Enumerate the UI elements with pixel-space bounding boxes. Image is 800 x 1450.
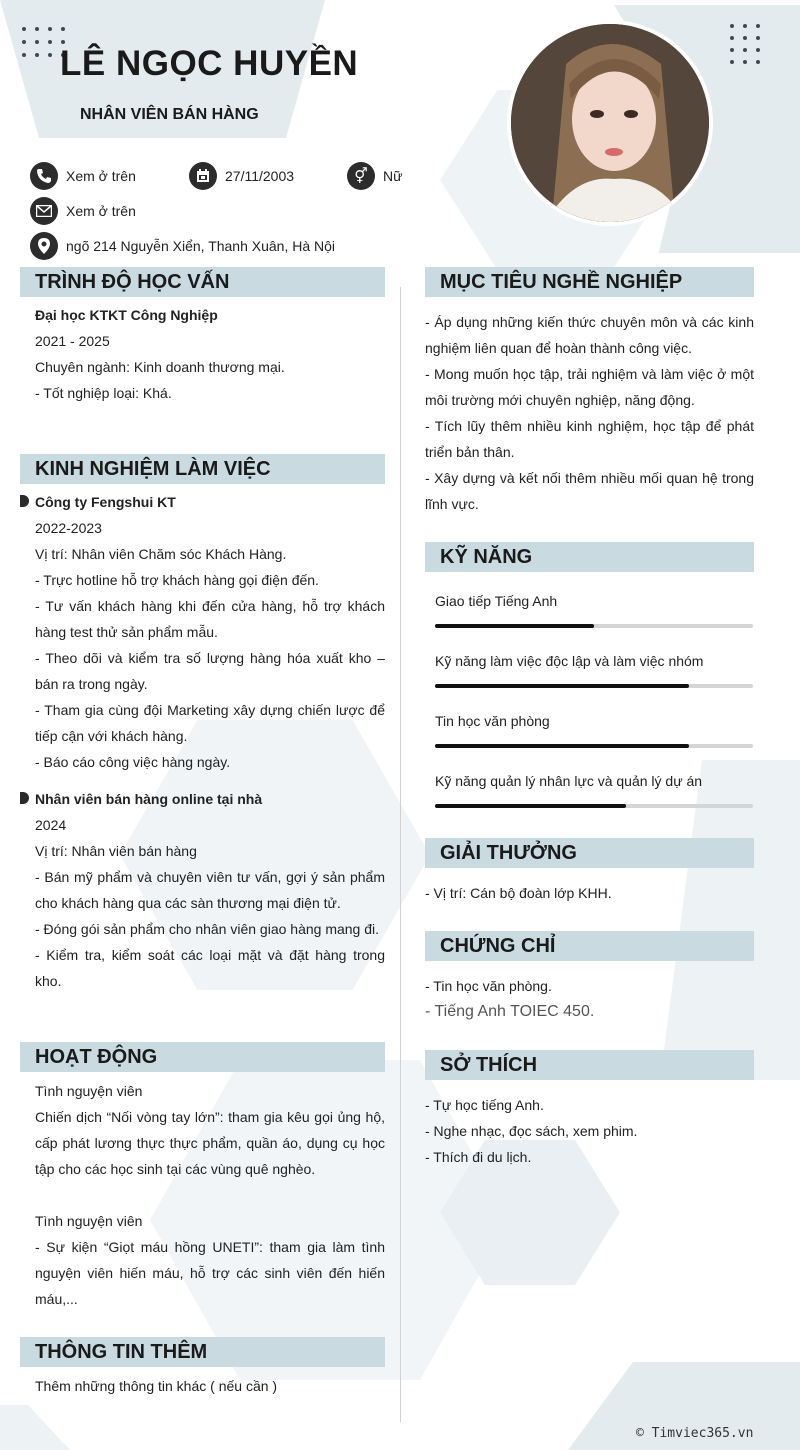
contact-birthday [189, 162, 294, 190]
skill-name: Giao tiếp Tiếng Anh [435, 593, 558, 609]
section-objective-title: MỤC TIÊU NGHỀ NGHIỆP [425, 267, 754, 297]
skill-bar-fill [435, 804, 626, 808]
dots-decoration-left [22, 27, 65, 57]
hobby-item: - Nghe nhạc, đọc sách, xem phim. [425, 1123, 638, 1139]
location-pin-icon [30, 232, 58, 260]
section-activities-title: HOẠT ĐỘNG [20, 1042, 385, 1072]
gender-icon: ⚥ [347, 162, 375, 190]
profile-photo [507, 20, 713, 226]
section-hobbies-title: SỞ THÍCH [425, 1050, 754, 1080]
side-shape-right [660, 760, 800, 1080]
education-grade: - Tốt nghiệp loại: Khá. [35, 385, 172, 401]
section-experience-title: KINH NGHIỆM LÀM VIỆC [20, 454, 385, 484]
job-period: 2022-2023 [35, 520, 102, 536]
candidate-name: LÊ NGỌC HUYỀN [60, 44, 359, 83]
certificate-item: - Tin học văn phòng. [425, 978, 552, 994]
skill-bar-fill [435, 744, 689, 748]
job-duty: - Trực hotline hỗ trợ khách hàng gọi điện đến. [35, 572, 319, 588]
hobbies-block [425, 1092, 754, 1170]
education-school: Đại học KTKT Công Nghiệp [35, 307, 218, 323]
contact-address [30, 232, 335, 260]
address-value: ngõ 214 Nguyễn Xiển, Thanh Xuân, Hà Nội [66, 238, 336, 254]
job-position: Vị trí: Nhân viên Chăm sóc Khách Hàng. [35, 546, 287, 562]
section-certificates-title: CHỨNG CHỈ [425, 931, 754, 961]
certificates-block [425, 973, 754, 1025]
job-company: Nhân viên bán hàng online tại nhà [35, 791, 263, 807]
objective-item: - Áp dụng những kiến thức chuyên môn và các kinh nghiệm liên quan để hoàn thành công việc. [425, 314, 754, 356]
bullet-marker [20, 495, 29, 507]
phone-icon [30, 162, 58, 190]
job-company: Công ty Fengshui KT [35, 494, 176, 510]
education-major: Chuyên ngành: Kinh doanh thương mại. [35, 359, 285, 375]
column-divider [400, 287, 401, 1422]
footer-shape-left [0, 1405, 70, 1450]
skill-bar-fill [435, 684, 689, 688]
skill-bar [435, 684, 753, 688]
objective-item: - Mong muốn học tập, trải nghiệm và làm việc ở một môi trường mới chuyên nghiệp, năng động. [425, 366, 754, 408]
email-value: Xem ở trên [66, 203, 136, 219]
skill-bar [435, 744, 753, 748]
activity-role: Tình nguyện viên [35, 1083, 143, 1099]
activity-role: Tình nguyện viên [35, 1213, 143, 1229]
job-position: Vị trí: Nhân viên bán hàng [35, 843, 197, 859]
job-duty: - Kiểm tra, kiểm soát các loại mặt và đặt hàng trong kho. [35, 947, 385, 989]
activity-desc: - Sự kiện “Giọt máu hồng UNETI”: tham gia làm tình nguyện viên hiến máu, hỗ trợ các sinh viên đến hiến máu,... [35, 1239, 385, 1307]
skill-bar [435, 624, 753, 628]
calendar-icon [189, 162, 217, 190]
education-period: 2021 - 2025 [35, 333, 110, 349]
experience-job-2 [35, 786, 385, 994]
job-title: NHÂN VIÊN BÁN HÀNG [80, 106, 259, 123]
section-awards-title: GIẢI THƯỞNG [425, 838, 754, 868]
job-period: 2024 [35, 817, 67, 833]
experience-job-1 [35, 489, 385, 775]
activities-block [35, 1078, 385, 1312]
skill-bar-fill [435, 624, 594, 628]
hobby-item: - Thích đi du lịch. [425, 1149, 532, 1165]
section-extra-title: THÔNG TIN THÊM [20, 1337, 385, 1367]
skill-name: Kỹ năng làm việc độc lập và làm việc nhóm [435, 653, 704, 669]
footer-brand: © Timviec365.vn [636, 1426, 754, 1441]
award-item: - Vị trí: Cán bộ đoàn lớp KHH. [425, 885, 612, 901]
skill-name: Tin học văn phòng [435, 713, 550, 729]
phone-value: Xem ở trên [66, 168, 136, 184]
section-education-title: TRÌNH ĐỘ HỌC VẤN [20, 267, 385, 297]
activity-desc: Chiến dịch “Nối vòng tay lớn”: tham gia kêu gọi ủng hộ, cấp phát lương thực thực phẩm, quần áo, dụng cụ học tập cho các học sinh tại các vùng quê nghèo. [35, 1109, 385, 1177]
job-duty: - Bán mỹ phẩm và chuyên viên tư vấn, gợi ý sản phẩm cho khách hàng qua các sàn thương mại điện tử. [35, 869, 385, 911]
contact-email [30, 197, 136, 225]
objective-item: - Xây dựng và kết nối thêm nhiều mối quan hệ trong lĩnh vực. [425, 470, 754, 512]
job-duty: - Theo dõi và kiểm tra số lượng hàng hóa xuất kho – bán ra trong ngày. [35, 650, 385, 692]
job-duty: - Đóng gói sản phẩm cho nhân viên giao hàng mang đi. [35, 921, 380, 937]
hobby-item: - Tự học tiếng Anh. [425, 1097, 544, 1113]
job-duty: - Tư vấn khách hàng khi đến cửa hàng, hỗ trợ khách hàng test thử sản phẩm mẫu. [35, 598, 385, 640]
objective-item: - Tích lũy thêm nhiều kinh nghiệm, học tập để phát triển bản thân. [425, 418, 754, 460]
extra-text: Thêm những thông tin khác ( nếu cần ) [35, 1378, 278, 1394]
skill-bar [435, 804, 753, 808]
section-skills-title: KỸ NĂNG [425, 542, 754, 572]
birthday-value: 27/11/2003 [225, 168, 295, 184]
job-duty: - Tham gia cùng đội Marketing xây dựng chiến lược để tiếp cận với khách hàng. [35, 702, 385, 744]
job-duty: - Báo cáo công việc hàng ngày. [35, 754, 231, 770]
education-block [35, 302, 385, 406]
contact-phone [30, 162, 136, 190]
bullet-marker [20, 792, 29, 804]
objective-block [425, 309, 754, 517]
contact-gender [347, 162, 402, 190]
skill-name: Kỹ năng quản lý nhân lực và quản lý dự án [435, 773, 703, 789]
email-icon [30, 197, 58, 225]
certificate-item: - Tiếng Anh TOIEC 450. [425, 1003, 595, 1020]
gender-value: Nữ [383, 168, 403, 184]
dots-decoration-right [730, 24, 760, 64]
